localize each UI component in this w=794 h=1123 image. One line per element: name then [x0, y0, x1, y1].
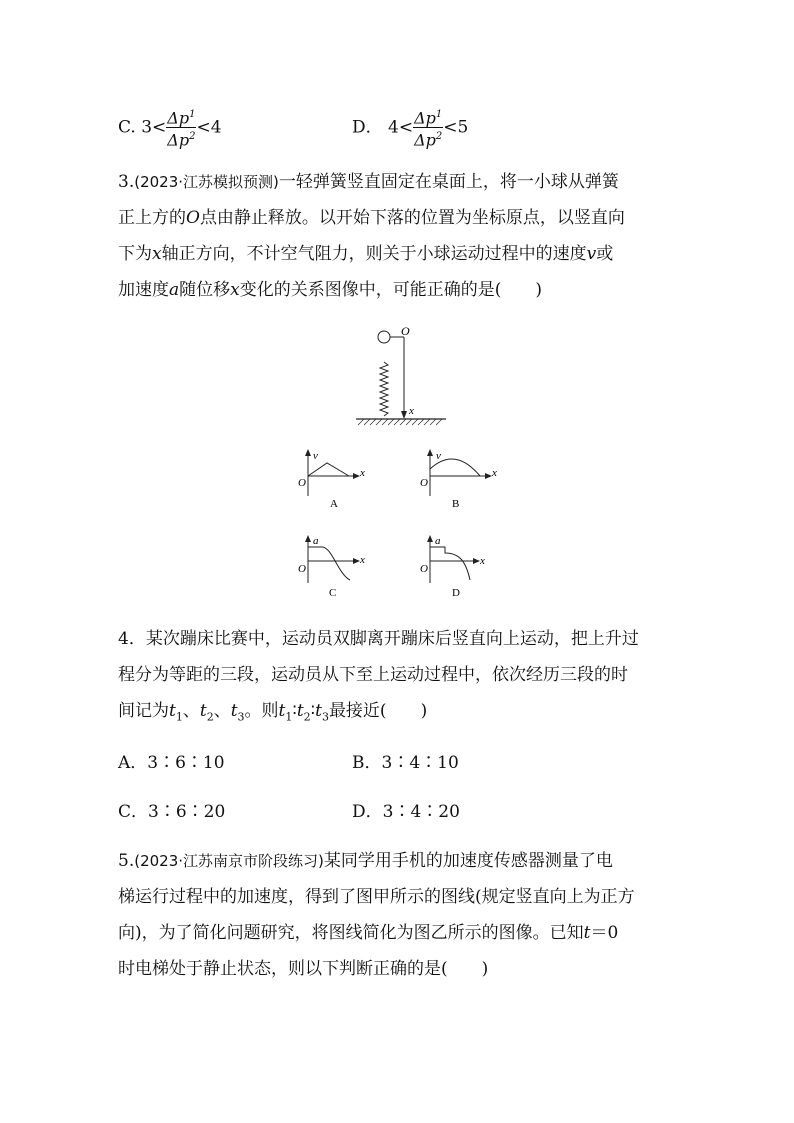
question-number: 5. — [118, 851, 135, 871]
graph-b-xlabel: x — [492, 467, 497, 479]
option-rhs: <5 — [443, 117, 469, 138]
question-text: 最接近( ) — [328, 701, 428, 721]
graph-a-origin: O — [298, 477, 306, 489]
frac-numerator-sup: 1 — [189, 109, 196, 120]
math-var: v — [586, 244, 597, 264]
question-source: (2023·江苏南京市阶段练习) — [134, 852, 324, 870]
math-var: t — [583, 923, 591, 943]
option-text: 3∶4∶10 — [381, 753, 459, 773]
frac-denominator-sup: 2 — [189, 131, 196, 143]
graph-c-origin: O — [298, 563, 306, 575]
math-var: t — [230, 701, 238, 721]
question-text: 下为 — [118, 244, 152, 264]
graph-a-ylabel: v — [313, 450, 318, 462]
math-var: t — [169, 701, 176, 721]
question-number: 3. — [118, 172, 135, 192]
question-text: 。则 — [244, 701, 279, 721]
math-var: x — [230, 280, 240, 300]
apparatus-x-label: x — [409, 405, 414, 417]
frac-numerator-sup: 1 — [435, 109, 443, 120]
q4-option-c — [118, 800, 225, 824]
math-var: x — [152, 244, 162, 264]
question-text: 向)，为了简化问题研究，将图线简化为图乙所示的图像。已知 — [118, 923, 584, 943]
graph-d-letter: D — [452, 587, 460, 599]
subscript: 1 — [175, 710, 183, 724]
ratio-colon: ∶ — [292, 701, 297, 721]
curve-a — [308, 463, 349, 476]
graph-b-letter: B — [452, 498, 460, 510]
q4-option-a — [118, 751, 225, 775]
graph-b-origin: O — [420, 477, 428, 489]
graph-c-xlabel: x — [360, 554, 365, 566]
frac-denominator: Δp — [414, 130, 436, 150]
graph-d-ylabel: a — [435, 535, 441, 547]
option-rhs: <4 — [196, 117, 222, 138]
graph-b-ylabel: v — [436, 450, 441, 462]
option-text: 3∶4∶20 — [382, 802, 460, 822]
q4-option-b — [352, 751, 459, 775]
graph-d-xlabel: x — [480, 555, 485, 567]
question-text: 点由静止释放。以开始下落的位置为坐标原点，以竖直向 — [199, 208, 625, 228]
apparatus-origin-label: O — [401, 324, 410, 338]
question-text: 某同学用手机的加速度传感器测量了电 — [323, 851, 613, 871]
option-lhs: 4< — [388, 117, 414, 138]
spring-apparatus — [356, 331, 446, 425]
q4-line-1: 4．某次蹦床比赛中，运动员双脚离开蹦床后竖直向上运动，把上升过 — [118, 629, 639, 649]
graph-a-xlabel: x — [360, 467, 365, 479]
subscript: 2 — [303, 710, 311, 724]
subscript: 3 — [321, 710, 329, 724]
math-var: t — [278, 701, 286, 721]
subscript: 3 — [237, 710, 245, 724]
option-label: D． — [352, 802, 383, 822]
graph-c-ylabel: a — [313, 535, 319, 547]
option-label: C. — [118, 117, 136, 138]
ratio-colon: ∶ — [310, 701, 316, 721]
subscript: 1 — [285, 710, 293, 724]
curve-c — [308, 547, 350, 580]
math-var: O — [186, 208, 200, 228]
question-text: ＝0 — [590, 923, 619, 943]
question-text: 或 — [596, 244, 614, 264]
q5-line-1 — [118, 849, 613, 873]
math-var: t — [315, 701, 322, 721]
math-var: t — [199, 701, 207, 721]
separator: 、 — [213, 701, 231, 721]
q5-line-4: 时电梯处于静止状态，则以下判断正确的是( ) — [118, 959, 489, 979]
q4-line-3 — [118, 699, 427, 729]
table-hatching — [358, 419, 442, 425]
question-text: 正上方的 — [118, 208, 186, 228]
question-text: 间记为 — [118, 701, 169, 721]
question-text: 变化的关系图像中，可能正确的是( ) — [239, 280, 542, 300]
graph-a-letter: A — [330, 498, 338, 510]
option-text: 3∶6∶20 — [148, 802, 226, 822]
q4-option-d — [352, 800, 460, 824]
q5-line-2: 梯运行过程中的加速度，得到了图甲所示的图线(规定竖直向上为正方 — [118, 887, 635, 907]
option-text: 3∶6∶10 — [147, 753, 225, 773]
graph-c-letter: C — [329, 587, 337, 599]
option-label: C． — [118, 802, 149, 822]
frac-numerator: Δp — [414, 108, 436, 128]
option-lhs: 3< — [141, 117, 167, 138]
subscript: 2 — [206, 710, 214, 724]
option-label: D． — [352, 117, 383, 138]
question-text: 一轻弹簧竖直固定在桌面上，将一小球从弹簧 — [278, 172, 619, 192]
option-label: A． — [118, 753, 148, 773]
ball-icon — [378, 331, 390, 343]
separator: 、 — [182, 701, 200, 721]
curve-d — [430, 547, 470, 580]
question-source: (2023·江苏模拟预测) — [134, 173, 279, 191]
q4-line-2: 程分为等距的三段，运动员从下至上运动过程中，依次经历三段的时 — [118, 665, 628, 685]
option-label: B． — [352, 753, 382, 773]
frac-denominator: Δp — [167, 130, 190, 150]
frac-numerator: Δp — [167, 108, 190, 128]
graph-d-origin: O — [420, 563, 428, 575]
math-var: a — [169, 280, 180, 300]
frac-denominator-sup: 2 — [435, 131, 443, 143]
q5-line-3 — [118, 921, 618, 945]
question-text: 随位移 — [179, 280, 231, 300]
arrow-icon — [401, 411, 407, 419]
spring-icon — [380, 362, 388, 416]
math-var: t — [296, 701, 304, 721]
question-text: 轴正方向，不计空气阻力，则关于小球运动过程中的速度 — [161, 244, 587, 264]
question-text: 加速度 — [118, 280, 169, 300]
